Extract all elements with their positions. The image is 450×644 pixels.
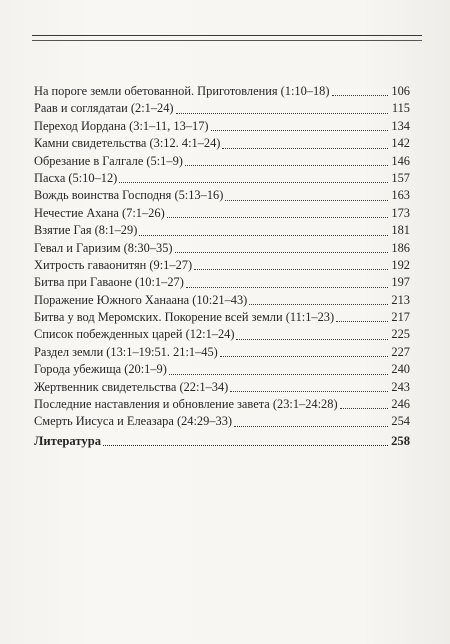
dot-leader (220, 355, 388, 357)
toc-entry-title: Жертвенник свидетельства (22:1–34) (34, 379, 229, 394)
toc-entry-page: 227 (391, 344, 410, 359)
toc-entry-title: Взятие Гая (8:1–29) (34, 223, 138, 238)
toc-entry-page: 106 (391, 84, 410, 98)
toc-entry-page: 254 (391, 414, 410, 429)
dot-leader (236, 338, 388, 340)
literature-title: Литература (34, 434, 102, 448)
toc-entry-title: Последние наставления и обновление завета (23:1–24:28) (34, 397, 338, 412)
dot-leader (176, 112, 388, 114)
toc-entry-title: Смерть Иисуса и Елеазара (24:29–33) (34, 414, 233, 429)
dot-leader (249, 303, 388, 305)
dot-leader (230, 390, 388, 392)
toc-entry-title: Список побежденных царей (12:1–24) (34, 327, 235, 342)
dot-leader (103, 444, 388, 446)
dot-leader (211, 129, 388, 131)
toc-entry-page: 217 (391, 310, 410, 325)
dot-leader (340, 407, 388, 409)
toc-entry-page: 225 (391, 327, 410, 342)
dot-leader (167, 216, 388, 218)
toc-entry (34, 326, 410, 343)
toc-entry-title: Города убежища (20:1–9) (34, 362, 167, 377)
toc-entry-page: 181 (391, 223, 410, 238)
toc-entry (34, 344, 410, 361)
toc-entry-title: Гевал и Гаризим (8:30–35) (34, 240, 173, 255)
toc-entry-title: Обрезание в Галгале (5:1–9) (34, 153, 183, 168)
toc-entry (34, 361, 410, 378)
toc-entry-page: 134 (391, 118, 410, 133)
toc-entry-title: Раздел земли (13:1–19:51. 21:1–45) (34, 344, 218, 359)
toc-entry (34, 153, 410, 170)
dot-leader (234, 425, 388, 427)
toc-entry-page: 246 (391, 397, 410, 412)
dot-leader (185, 164, 388, 166)
header-rule-bottom (32, 40, 422, 41)
toc-entry-title: Битва у вод Меромских. Покорение всей земли (11:1–23) (34, 310, 335, 325)
toc-entry (34, 205, 410, 222)
toc-entry (34, 379, 410, 396)
toc-entry-literature (34, 433, 410, 450)
toc-entry-page: 192 (391, 257, 410, 272)
dot-leader (222, 147, 388, 149)
dot-leader (194, 268, 388, 270)
toc-entry-title: Нечестие Ахана (7:1–26) (34, 205, 165, 220)
dot-leader (332, 94, 389, 96)
toc-entry-page: 173 (391, 205, 410, 220)
toc-entry (34, 170, 410, 187)
toc-entry-title: Вождь воинства Господня (5:13–16) (34, 188, 224, 203)
toc-entry (34, 292, 410, 309)
toc-entry-page: 240 (391, 362, 410, 377)
toc-entry-title: Битва при Гаваоне (10:1–27) (34, 275, 184, 290)
toc-entry-page: 163 (391, 188, 410, 203)
toc-entry-page: 186 (391, 240, 410, 255)
dot-leader (336, 320, 388, 322)
toc-entry-title: На пороге земли обетованной. Приготовления (1:10–18) (34, 84, 330, 98)
toc-entry-page: 213 (391, 292, 410, 307)
table-of-contents (34, 83, 410, 431)
dot-leader (169, 373, 388, 375)
toc-entry (34, 100, 410, 117)
dot-leader (139, 234, 388, 236)
dot-leader (225, 199, 388, 201)
toc-entry (34, 222, 410, 239)
toc-entry (34, 135, 410, 152)
toc-entry-title: Поражение Южного Ханаана (10:21–43) (34, 292, 248, 307)
toc-entry-page: 146 (391, 153, 410, 168)
header-rule-top (32, 35, 422, 36)
toc-entry-page: 142 (391, 136, 410, 151)
toc-entry (34, 118, 410, 135)
toc-entry-page: 243 (391, 379, 410, 394)
toc-entry-page: 197 (391, 275, 410, 290)
toc-entry-title: Раав и соглядатаи (2:1–24) (34, 101, 174, 116)
toc-entry (34, 396, 410, 413)
toc-entry-title: Пасха (5:10–12) (34, 170, 118, 185)
dot-leader (175, 251, 388, 253)
toc-entry-page: 157 (391, 170, 410, 185)
literature-page: 258 (391, 434, 410, 448)
toc-entry (34, 274, 410, 291)
toc-entry (34, 83, 410, 100)
toc-entry (34, 257, 410, 274)
toc-entry-title: Камни свидетельства (3:12. 4:1–24) (34, 136, 221, 151)
toc-entry (34, 240, 410, 257)
dot-leader (186, 286, 388, 288)
toc-entry (34, 187, 410, 204)
toc-entry-title: Переход Иордана (3:1–11, 13–17) (34, 118, 209, 133)
dot-leader (119, 181, 388, 183)
toc-entry (34, 309, 410, 326)
toc-entry-title: Хитрость гаваонитян (9:1–27) (34, 257, 193, 272)
toc-entry (34, 413, 410, 430)
toc-entry-page: 115 (391, 101, 410, 116)
